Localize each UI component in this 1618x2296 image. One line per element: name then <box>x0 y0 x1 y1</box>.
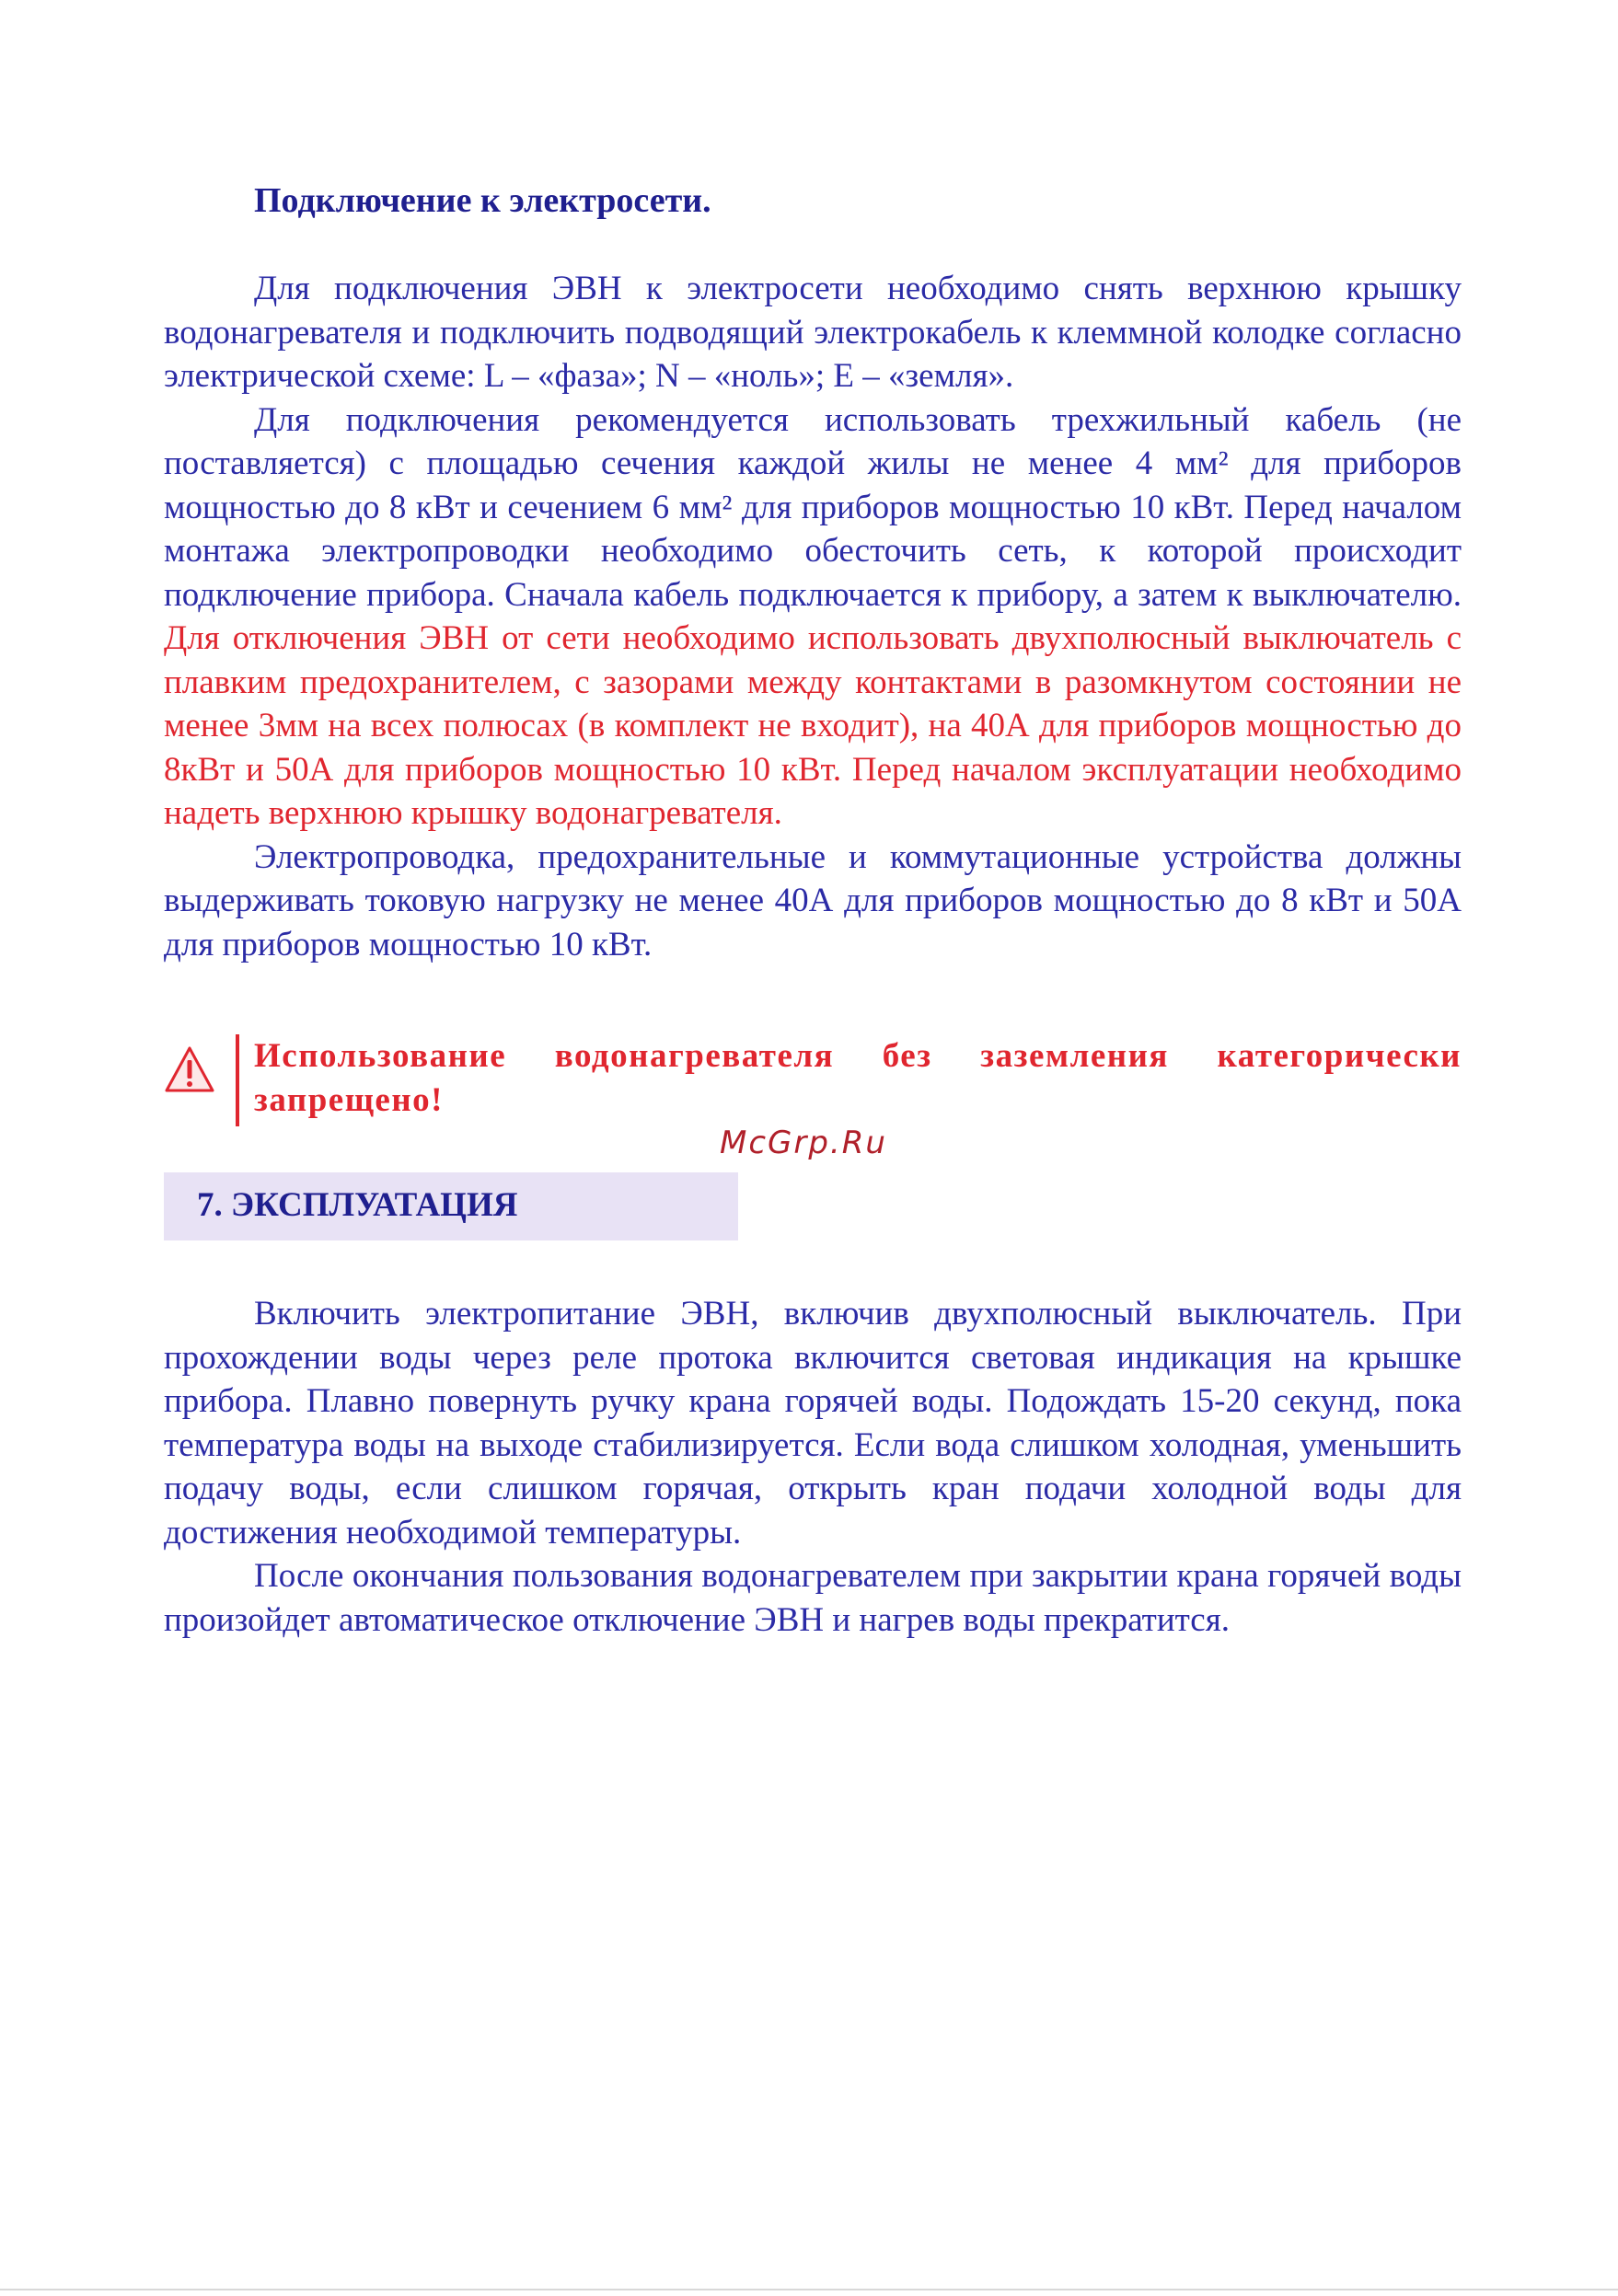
warning-triangle-icon <box>164 1045 215 1093</box>
connection-paragraph-1: Для подключения ЭВН к электросети необходимо снять верхнюю крышку водонагревателя и подключить подводящий электрокабель к клеммной колодке согласно электрической схеме: L – «фаза»; N – «ноль»; E – «земля». <box>164 270 1462 395</box>
section-7-header <box>164 1172 738 1240</box>
connection-heading: Подключение к электросети. <box>254 181 711 220</box>
connection-paragraph-2 <box>164 398 1462 836</box>
operation-paragraph-2: После окончания пользования водонагревателем при закрытии крана горячей воды произойдет автоматическое отключение ЭВН и нагрев воды прекратится. <box>164 1557 1462 1639</box>
grounding-warning <box>164 1034 1462 1126</box>
connection-body <box>164 267 1462 966</box>
watermark: McGrp.Ru <box>720 1125 887 1161</box>
warning-divider <box>236 1034 239 1126</box>
operation-paragraph-1: Включить электропитание ЭВН, включив двухполюсный выключатель. При прохождении воды через реле протока включится световая индикация на крышке прибора. Плавно повернуть ручку крана горячей воды. Подождать 15-20 секунд, пока температура воды на выходе стабилизируется. Если вода слишком холодная, уменьшить подачу воды, если слишком горячая, открыть кран подачи холодной воды для достижения необходимой температуры. <box>164 1295 1462 1552</box>
disconnect-requirement-text: Для отключения ЭВН от сети необходимо использовать двухполюсный выключатель с плавким предохранителем, с зазорами между контактами в разомкнутом состоянии не менее 3мм на всех полюсах (в комплект не входит), на 40А для приборов мощностью до 8кВт и 50А для приборов мощностью 10 кВт. Перед началом эксплуатации необходимо надеть верхнюю крышку водонагревателя. <box>164 619 1462 832</box>
connection-paragraph-2-text: Для подключения рекомендуется использовать трехжильный кабель (не поставляется) с площадью сечения каждой жилы не менее 4 мм² для приборов мощностью до 8 кВт и сечением 6 мм² для приборов мощностью 10 кВт. Перед началом монтажа электропроводки необходимо обесточить сеть, к которой происходит подключение прибора. Сначала кабель подключается к прибору, а затем к выключателю. <box>164 400 1462 614</box>
page-bottom-rule <box>0 2289 1618 2290</box>
warning-text: Использование водонагревателя без заземления категорически запрещено! <box>254 1037 1462 1119</box>
section-7-title: 7. ЭКСПЛУАТАЦИЯ <box>197 1186 518 1224</box>
connection-paragraph-3: Электропроводка, предохранительные и коммутационные устройства должны выдерживать токовую нагрузку не менее 40А для приборов мощностью до 8 кВт и 50А для приборов мощностью 10 кВт. <box>164 837 1462 963</box>
operation-body <box>164 1292 1462 1642</box>
